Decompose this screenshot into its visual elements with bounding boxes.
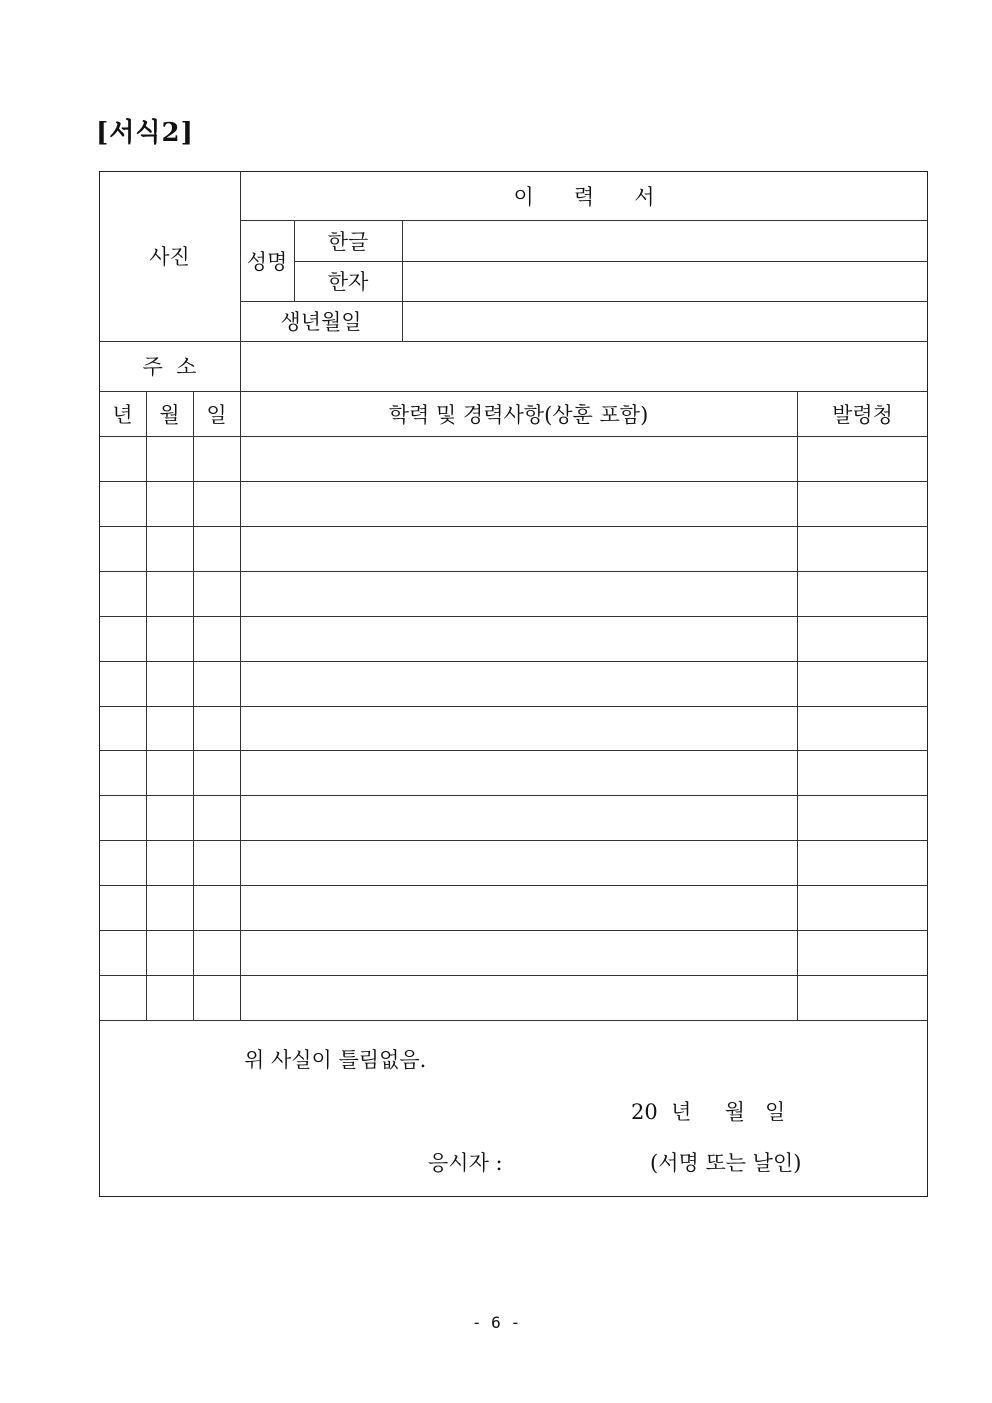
issuer-cell[interactable] — [797, 571, 928, 616]
issuer-cell[interactable] — [797, 436, 928, 481]
month-cell[interactable] — [146, 795, 193, 840]
history-cell[interactable] — [240, 706, 797, 751]
doc-title: 이 력 서 — [513, 184, 655, 209]
day-cell[interactable] — [193, 750, 240, 795]
year-cell[interactable] — [99, 885, 146, 930]
history-cell[interactable] — [240, 526, 797, 571]
photo-area — [99, 171, 240, 341]
table-bottom-line — [99, 1020, 928, 1021]
day-cell[interactable] — [193, 840, 240, 885]
signature-hint: (서명 또는 날인) — [650, 1151, 802, 1175]
birth-label: 생년월일 — [280, 310, 362, 334]
month-cell[interactable] — [146, 885, 193, 930]
col-year-header: 년 — [112, 402, 133, 427]
year-cell[interactable] — [99, 481, 146, 526]
year-cell[interactable] — [99, 706, 146, 751]
issuer-cell[interactable] — [797, 706, 928, 751]
hangul-name-field[interactable] — [402, 220, 928, 261]
issuer-cell[interactable] — [797, 616, 928, 661]
day-cell[interactable] — [193, 661, 240, 706]
history-cell[interactable] — [240, 661, 797, 706]
hangul-label: 한글 — [327, 229, 369, 254]
form-title: [서식2] — [96, 118, 194, 148]
history-cell[interactable] — [240, 750, 797, 795]
issuer-cell[interactable] — [797, 840, 928, 885]
issuer-cell[interactable] — [797, 750, 928, 795]
year-cell[interactable] — [99, 750, 146, 795]
month-cell[interactable] — [146, 661, 193, 706]
day-cell[interactable] — [193, 706, 240, 751]
month-cell[interactable] — [146, 706, 193, 751]
day-cell[interactable] — [193, 616, 240, 661]
address-field[interactable] — [240, 341, 928, 391]
month-cell[interactable] — [146, 750, 193, 795]
month-cell[interactable] — [146, 481, 193, 526]
history-cell[interactable] — [240, 795, 797, 840]
issuer-cell[interactable] — [797, 526, 928, 571]
applicant-label: 응시자 : — [428, 1151, 503, 1175]
name-label: 성명 — [246, 249, 288, 274]
day-cell[interactable] — [193, 930, 240, 975]
page-number: - 6 - — [471, 1313, 521, 1332]
month-cell[interactable] — [146, 526, 193, 571]
history-cell[interactable] — [240, 616, 797, 661]
address-label: 주 소 — [142, 355, 197, 379]
year-cell[interactable] — [99, 526, 146, 571]
month-cell[interactable] — [146, 436, 193, 481]
year-cell[interactable] — [99, 661, 146, 706]
hanja-name-field[interactable] — [402, 261, 928, 301]
date-line: 20 년 월 일 — [631, 1100, 786, 1124]
history-cell[interactable] — [240, 481, 797, 526]
birth-date-field[interactable] — [402, 301, 928, 341]
year-cell[interactable] — [99, 436, 146, 481]
month-cell[interactable] — [146, 975, 193, 1020]
month-cell[interactable] — [146, 840, 193, 885]
day-cell[interactable] — [193, 975, 240, 1020]
history-cell[interactable] — [240, 840, 797, 885]
history-cell[interactable] — [240, 975, 797, 1020]
year-cell[interactable] — [99, 795, 146, 840]
day-cell[interactable] — [193, 795, 240, 840]
month-cell[interactable] — [146, 571, 193, 616]
history-cell[interactable] — [240, 885, 797, 930]
issuer-cell[interactable] — [797, 885, 928, 930]
year-cell[interactable] — [99, 840, 146, 885]
day-cell[interactable] — [193, 436, 240, 481]
month-cell[interactable] — [146, 616, 193, 661]
day-cell[interactable] — [193, 571, 240, 616]
year-cell[interactable] — [99, 975, 146, 1020]
history-cell[interactable] — [240, 571, 797, 616]
col-month-header: 월 — [159, 402, 180, 427]
photo-label: 사진 — [149, 245, 190, 269]
year-cell[interactable] — [99, 571, 146, 616]
day-cell[interactable] — [193, 885, 240, 930]
issuer-cell[interactable] — [797, 481, 928, 526]
statement-text: 위 사실이 틀림없음. — [244, 1048, 427, 1072]
month-cell[interactable] — [146, 930, 193, 975]
day-cell[interactable] — [193, 526, 240, 571]
issuer-cell[interactable] — [797, 661, 928, 706]
issuer-cell[interactable] — [797, 975, 928, 1020]
history-cell[interactable] — [240, 930, 797, 975]
hanja-label: 한자 — [327, 270, 369, 294]
col-history-header: 학력 및 경력사항(상훈 포함) — [388, 402, 649, 427]
col-day-header: 일 — [206, 402, 227, 427]
year-cell[interactable] — [99, 930, 146, 975]
issuer-cell[interactable] — [797, 930, 928, 975]
day-cell[interactable] — [193, 481, 240, 526]
issuer-cell[interactable] — [797, 795, 928, 840]
year-cell[interactable] — [99, 616, 146, 661]
col-issuer-header: 발령청 — [832, 402, 893, 427]
history-cell[interactable] — [240, 436, 797, 481]
